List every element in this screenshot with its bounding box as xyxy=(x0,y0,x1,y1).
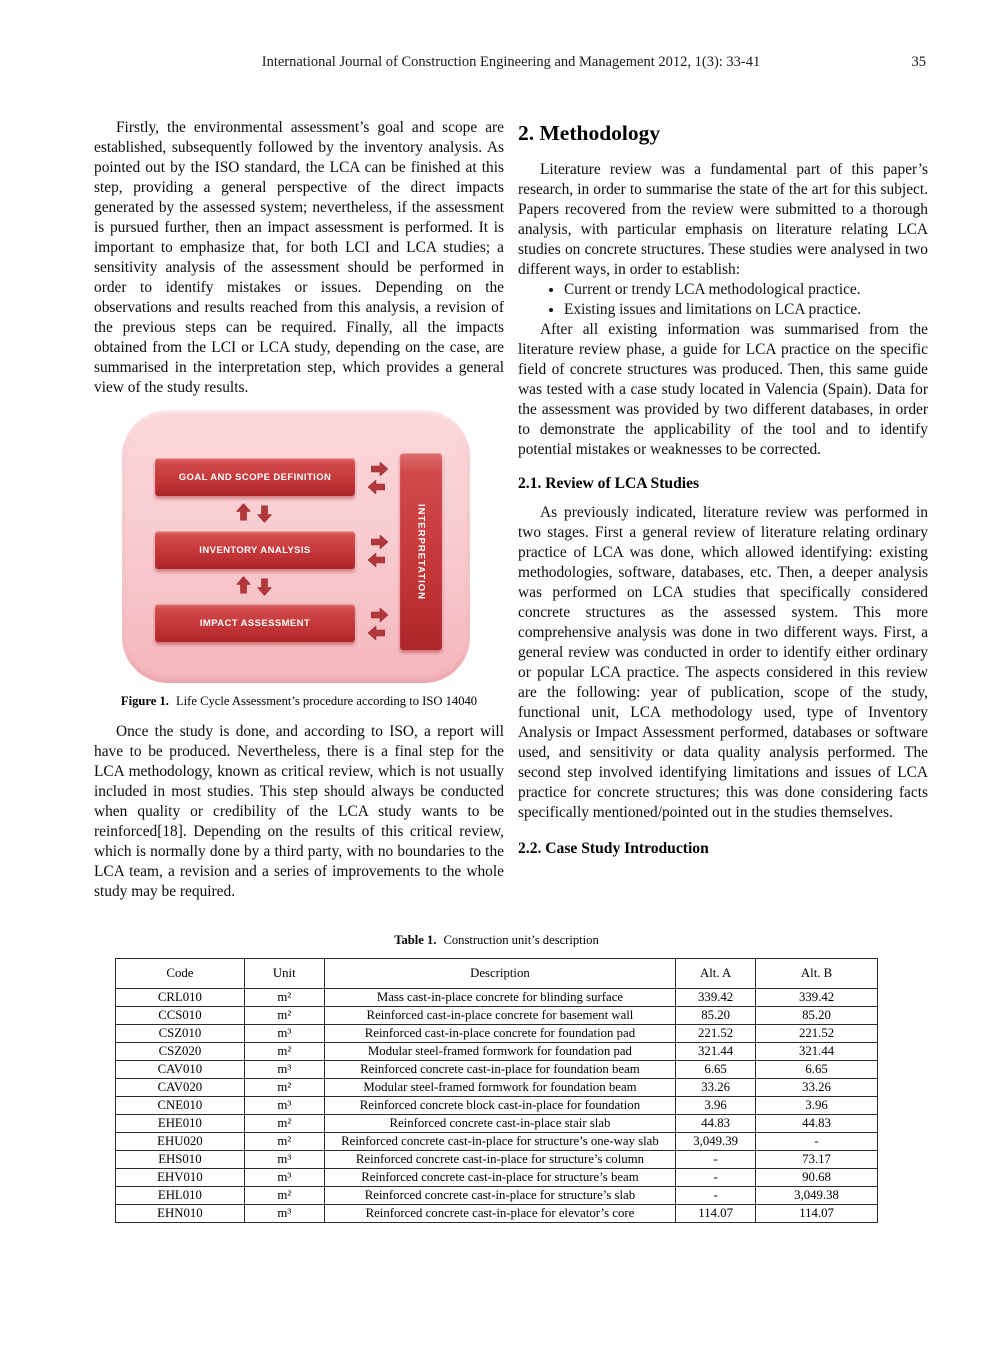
col-header-description: Description xyxy=(324,959,675,989)
table-cell: EHV010 xyxy=(116,1169,245,1187)
bullet-item: • Existing issues and limitations on LCA practice. xyxy=(564,300,928,320)
inventory-analysis-box xyxy=(155,531,355,569)
table-row xyxy=(116,1169,878,1187)
table-cell: EHL010 xyxy=(116,1187,245,1205)
table-cell: Reinforced concrete cast-in-place for structure’s beam xyxy=(324,1169,675,1187)
table-header-row xyxy=(116,959,878,989)
table-cell: CAV020 xyxy=(116,1079,245,1097)
table-cell: Reinforced concrete cast-in-place stair slab xyxy=(324,1115,675,1133)
down-arrow-icon xyxy=(256,580,273,594)
table-cell: EHS010 xyxy=(116,1151,245,1169)
figure-caption xyxy=(94,694,504,709)
paragraph: Firstly, the environmental assessment’s goal and scope are established, subsequently followed by the inventory analysis. As pointed out by the ISO standard, the LCA can be finished at this step, providing a general perspective of the direct impacts generated by the assessed system; nevertheless, if the assessment is pursued further, then an impact assessment is performed. It is important to emphasize that, for both LCI and LCA studies; a sensitivity analysis of the assessment should be performed in order to identify mistakes or issues. Depending on the observations and results reached from this analysis, a revision of the previous steps can be required. Finally, all the impacts obtained from the LCI or LCA study, depending on the case, are summarised in the interpretation step, which provides a general view of the study results. xyxy=(94,119,504,396)
table-row xyxy=(116,1151,878,1169)
table-cell: m² xyxy=(244,1133,324,1151)
table-cell: - xyxy=(756,1133,878,1151)
table-row xyxy=(116,1115,878,1133)
table-cell: CSZ020 xyxy=(116,1043,245,1061)
impact-assessment-box xyxy=(155,604,355,642)
table-cell: CNE010 xyxy=(116,1097,245,1115)
left-arrow-icon xyxy=(368,626,385,640)
table-cell: Reinforced concrete cast-in-place for structure’s slab xyxy=(324,1187,675,1205)
up-arrow-icon xyxy=(235,505,252,519)
table-cell: m³ xyxy=(244,1061,324,1079)
table-cell: CAV010 xyxy=(116,1061,245,1079)
section-heading-methodology: 2. Methodology xyxy=(518,121,661,145)
table-cell: 85.20 xyxy=(756,1007,878,1025)
table-cell: Reinforced concrete cast-in-place for elevator’s core xyxy=(324,1205,675,1223)
table-row xyxy=(116,1043,878,1061)
table-cell: m² xyxy=(244,1079,324,1097)
table-cell: 33.26 xyxy=(676,1079,756,1097)
table-cell: CSZ010 xyxy=(116,1025,245,1043)
bullet-list xyxy=(564,280,928,320)
col-header-alt-b: Alt. B xyxy=(756,959,878,989)
table-cell: 3.96 xyxy=(756,1097,878,1115)
table-cell: Reinforced concrete cast-in-place for structure’s column xyxy=(324,1151,675,1169)
subsection-heading-case-study: 2.2. Case Study Introduction xyxy=(518,840,709,857)
table-row xyxy=(116,989,878,1007)
table-caption-text: Construction unit’s description xyxy=(443,933,599,947)
goal-scope-box xyxy=(155,458,355,496)
table-cell: 73.17 xyxy=(756,1151,878,1169)
goal-scope-label: GOAL AND SCOPE DEFINITION xyxy=(178,471,332,483)
table-cell: m³ xyxy=(244,1097,324,1115)
table-cell: 85.20 xyxy=(676,1007,756,1025)
right-column xyxy=(518,118,928,902)
table-cell: m³ xyxy=(244,1169,324,1187)
table-cell: m² xyxy=(244,1115,324,1133)
table-cell: CCS010 xyxy=(116,1007,245,1025)
table-cell: 3,049.38 xyxy=(756,1187,878,1205)
table-cell: 221.52 xyxy=(676,1025,756,1043)
impact-assessment-label: IMPACT ASSESSMENT xyxy=(199,617,311,629)
table-cell: Reinforced cast-in-place concrete for basement wall xyxy=(324,1007,675,1025)
table-cell: 321.44 xyxy=(676,1043,756,1061)
right-arrow-icon xyxy=(371,535,388,549)
down-arrow-icon xyxy=(256,507,273,521)
paragraph: As previously indicated, literature review was performed in two stages. First a general review of literature relating ordinary practice of LCA was done, which allowed identifying: existing methodologies, software, databases, etc. Then, a deeper analysis was performed on LCA studies that specifically considered concrete structures as the assessed system. This more comprehensive analysis was done in two different ways. First, a general review was conducted in order to identify either ordinary or popular LCA practice. The aspects considered in this review are the following: year of publication, scope of the study, functional unit, LCA methodology used, type of Inventory Analysis or Impact Assessment performed, databases or software used, and sensitivity or data quality analysis performed. The second step involved identifying limitations and issues of LCA practice for concrete structures; this was done considering facts specifically mentioned/pointed out in the studies themselves. xyxy=(518,504,928,821)
content-columns xyxy=(94,118,928,902)
col-header-code: Code xyxy=(116,959,245,989)
table-row xyxy=(116,1187,878,1205)
table-cell: 339.42 xyxy=(676,989,756,1007)
inventory-analysis-label: INVENTORY ANALYSIS xyxy=(199,544,311,556)
col-header-alt-a: Alt. A xyxy=(676,959,756,989)
journal-title: International Journal of Construction Engineering and Management 2012, 1(3): 33-41 xyxy=(261,54,761,70)
interpretation-box xyxy=(400,453,442,650)
table-cell: 33.26 xyxy=(756,1079,878,1097)
table-cell: - xyxy=(676,1187,756,1205)
table-cell: m² xyxy=(244,1043,324,1061)
lca-procedure-figure xyxy=(122,410,470,683)
table-cell: m² xyxy=(244,989,324,1007)
table-cell: 90.68 xyxy=(756,1169,878,1187)
table-row xyxy=(116,1133,878,1151)
table-cell: Reinforced cast-in-place concrete for foundation pad xyxy=(324,1025,675,1043)
table-row xyxy=(116,1097,878,1115)
table-cell: m³ xyxy=(244,1205,324,1223)
table-cell: m³ xyxy=(244,1025,324,1043)
table-cell: 6.65 xyxy=(756,1061,878,1079)
table-cell: 3,049.39 xyxy=(676,1133,756,1151)
table-row xyxy=(116,1079,878,1097)
table-row xyxy=(116,1025,878,1043)
table-cell: Reinforced concrete cast-in-place for structure’s one-way slab xyxy=(324,1133,675,1151)
table-cell: 339.42 xyxy=(756,989,878,1007)
figure-caption-text: Life Cycle Assessment’s procedure according to ISO 14040 xyxy=(175,694,478,708)
table-caption xyxy=(0,933,993,948)
table-cell: CRL010 xyxy=(116,989,245,1007)
left-arrow-icon xyxy=(368,480,385,494)
paragraph: Literature review was a fundamental part of this paper’s research, in order to summarise the state of the art for this subject. Papers recovered from the review were submitted to a thorough analysis, with particular emphasis on literature relating LCA studies on concrete structures. These studies were analysed in two different ways, in order to establish: xyxy=(518,161,928,278)
table-cell: Reinforced concrete block cast-in-place for foundation xyxy=(324,1097,675,1115)
table-row xyxy=(116,1205,878,1223)
table-cell: EHU020 xyxy=(116,1133,245,1151)
page-number: 35 xyxy=(911,54,926,70)
col-header-unit: Unit xyxy=(244,959,324,989)
table-cell: - xyxy=(676,1169,756,1187)
table-cell: 3.96 xyxy=(676,1097,756,1115)
table-cell: Modular steel-framed formwork for foundation pad xyxy=(324,1043,675,1061)
table-cell: 321.44 xyxy=(756,1043,878,1061)
table-cell: 221.52 xyxy=(756,1025,878,1043)
interpretation-label: INTERPRETATION xyxy=(415,503,427,600)
table-cell: Mass cast-in-place concrete for blinding surface xyxy=(324,989,675,1007)
table-body xyxy=(116,989,878,1223)
table-caption-label: Table 1. xyxy=(394,933,437,947)
table-cell: Reinforced concrete cast-in-place for foundation beam xyxy=(324,1061,675,1079)
right-arrow-icon xyxy=(371,608,388,622)
bullet-item: • Current or trendy LCA methodological practice. xyxy=(564,280,928,300)
subsection-heading-review: 2.1. Review of LCA Studies xyxy=(518,475,700,492)
table-cell: m² xyxy=(244,1187,324,1205)
table-cell: 44.83 xyxy=(756,1115,878,1133)
table-row xyxy=(116,1007,878,1025)
left-arrow-icon xyxy=(368,553,385,567)
table-cell: - xyxy=(676,1151,756,1169)
paragraph: After all existing information was summarised from the literature review phase, a guide for LCA practice on the specific field of concrete structures was produced. Then, this same guide was tested with a case study located in Valencia (Spain). Data for the assessment was provided by two different databases, in order to demonstrate the applicability of the tool and to identify potential mistakes or weaknesses to be corrected. xyxy=(518,321,928,458)
right-arrow-icon xyxy=(371,462,388,476)
table-cell: Modular steel-framed formwork for foundation beam xyxy=(324,1079,675,1097)
table-section xyxy=(0,933,993,1223)
paragraph: Once the study is done, and according to ISO, a report will have to be produced. Nevertheless, there is a final step for the LCA methodology, known as critical review, which is not usually included in most studies. This step should always be conducted when quality or credibility of the LCA study wants to be reinforced[18]. Depending on the results of this critical review, which is normally done by a third party, with no boundaries to the LCA team, a revision and a series of improvements to the whole study may be required. xyxy=(94,723,504,900)
table-cell: 114.07 xyxy=(676,1205,756,1223)
up-arrow-icon xyxy=(235,578,252,592)
figure-caption-label: Figure 1. xyxy=(120,694,169,708)
table-cell: 6.65 xyxy=(676,1061,756,1079)
table-cell: m² xyxy=(244,1007,324,1025)
table-cell: 114.07 xyxy=(756,1205,878,1223)
table-row xyxy=(116,1061,878,1079)
left-column xyxy=(94,118,504,902)
construction-units-table xyxy=(115,958,878,1223)
table-cell: m³ xyxy=(244,1151,324,1169)
table-cell: EHN010 xyxy=(116,1205,245,1223)
page-header xyxy=(94,54,928,74)
table-cell: 44.83 xyxy=(676,1115,756,1133)
table-cell: EHE010 xyxy=(116,1115,245,1133)
